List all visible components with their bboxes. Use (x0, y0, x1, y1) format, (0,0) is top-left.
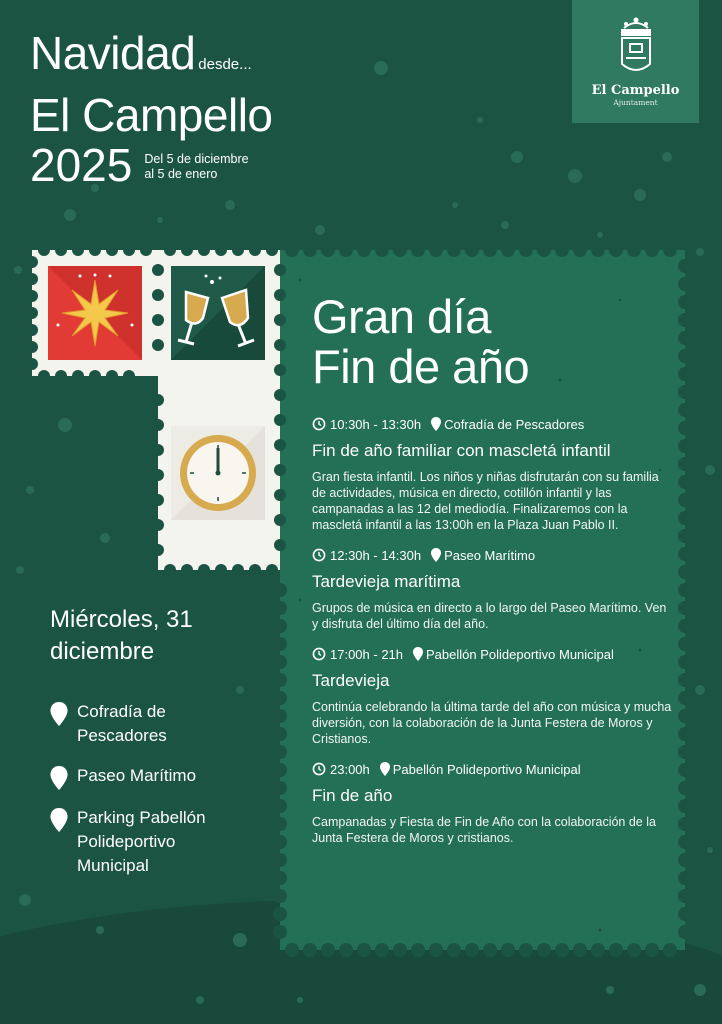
map-pin-icon (431, 548, 441, 562)
title-desde: desde... (198, 56, 252, 73)
event-description: Grupos de música en directo a lo largo del Paseo Marítimo. Ven y disfruta del último día del año. (312, 601, 667, 631)
event-item (312, 761, 672, 846)
event-location: Pabellón Polideportivo Municipal (426, 646, 614, 662)
logo-subtitle: Ajuntament (613, 98, 658, 107)
clock-icon (312, 762, 326, 776)
map-pin-icon (413, 647, 423, 661)
event-title: Tardevieja (312, 671, 390, 690)
event-time: 23:00h (330, 761, 370, 777)
location-item (50, 700, 247, 748)
event-location: Paseo Marítimo (444, 547, 536, 563)
event-description: Continúa celebrando la última tarde del año con música y mucha diversión, con la colaboración de la Junta Festera de Moros y Cristianos. (312, 700, 672, 746)
wall-clock-icon (180, 435, 256, 511)
event-location: Cofradía de Pescadores (444, 416, 585, 432)
event-time: 12:30h - 14:30h (330, 547, 422, 563)
event-item (312, 416, 672, 533)
stamp-firework (26, 244, 158, 382)
clock-icon (312, 548, 326, 562)
map-pin-icon (50, 766, 68, 790)
event-title: Fin de año (312, 786, 393, 805)
event-description: Campanadas y Fiesta de Fin de Año con la colaboración de la Junta Festera de Moros y cristianos. (312, 815, 656, 845)
location-item (50, 806, 247, 878)
title-town: El Campello (30, 89, 273, 141)
event-description: Gran fiesta infantil. Los niños y niñas disfrutarán con su familia de actividades, música en directo, cotillón infantil y las campanadas a las 12 del mediodía. Finalizaremos con la mascletá infantil a las 13:00h en la Plaza Juan Pablo II. (312, 470, 659, 532)
location-item (50, 764, 247, 790)
map-pin-icon (50, 808, 68, 832)
event-title: Fin de año familiar con mascletá infantil (312, 441, 611, 460)
title-year: 2025 (30, 139, 133, 191)
clock-icon (312, 417, 326, 431)
logo-name: El Campello (591, 83, 680, 98)
event-time: 10:30h - 13:30h (330, 416, 422, 432)
date-range: Del 5 de diciembre al 5 de enero (144, 152, 249, 181)
locations-list (50, 700, 247, 894)
event-date: Miércoles, 31 diciembre (50, 606, 193, 665)
event-location: Pabellón Polideportivo Municipal (392, 761, 581, 777)
event-item (312, 646, 672, 747)
title-navidad: Navidad (30, 27, 196, 79)
map-pin-icon (431, 417, 441, 431)
event-list (312, 416, 672, 860)
location-name: Cofradía de Pescadores (77, 702, 167, 745)
map-pin-icon (50, 702, 68, 726)
location-name: Paseo Marítimo (77, 766, 197, 785)
event-title: Tardevieja marítima (312, 572, 461, 591)
clock-icon (312, 647, 326, 661)
stamp-clock (152, 376, 286, 576)
event-time: 17:00h - 21h (330, 646, 404, 662)
event-item (312, 547, 672, 632)
location-name: Parking Pabellón Polideportivo Municipal (77, 808, 206, 875)
stamp-champagne (152, 244, 286, 376)
map-pin-icon (380, 762, 390, 776)
main-title: Gran día Fin de año (312, 290, 530, 393)
